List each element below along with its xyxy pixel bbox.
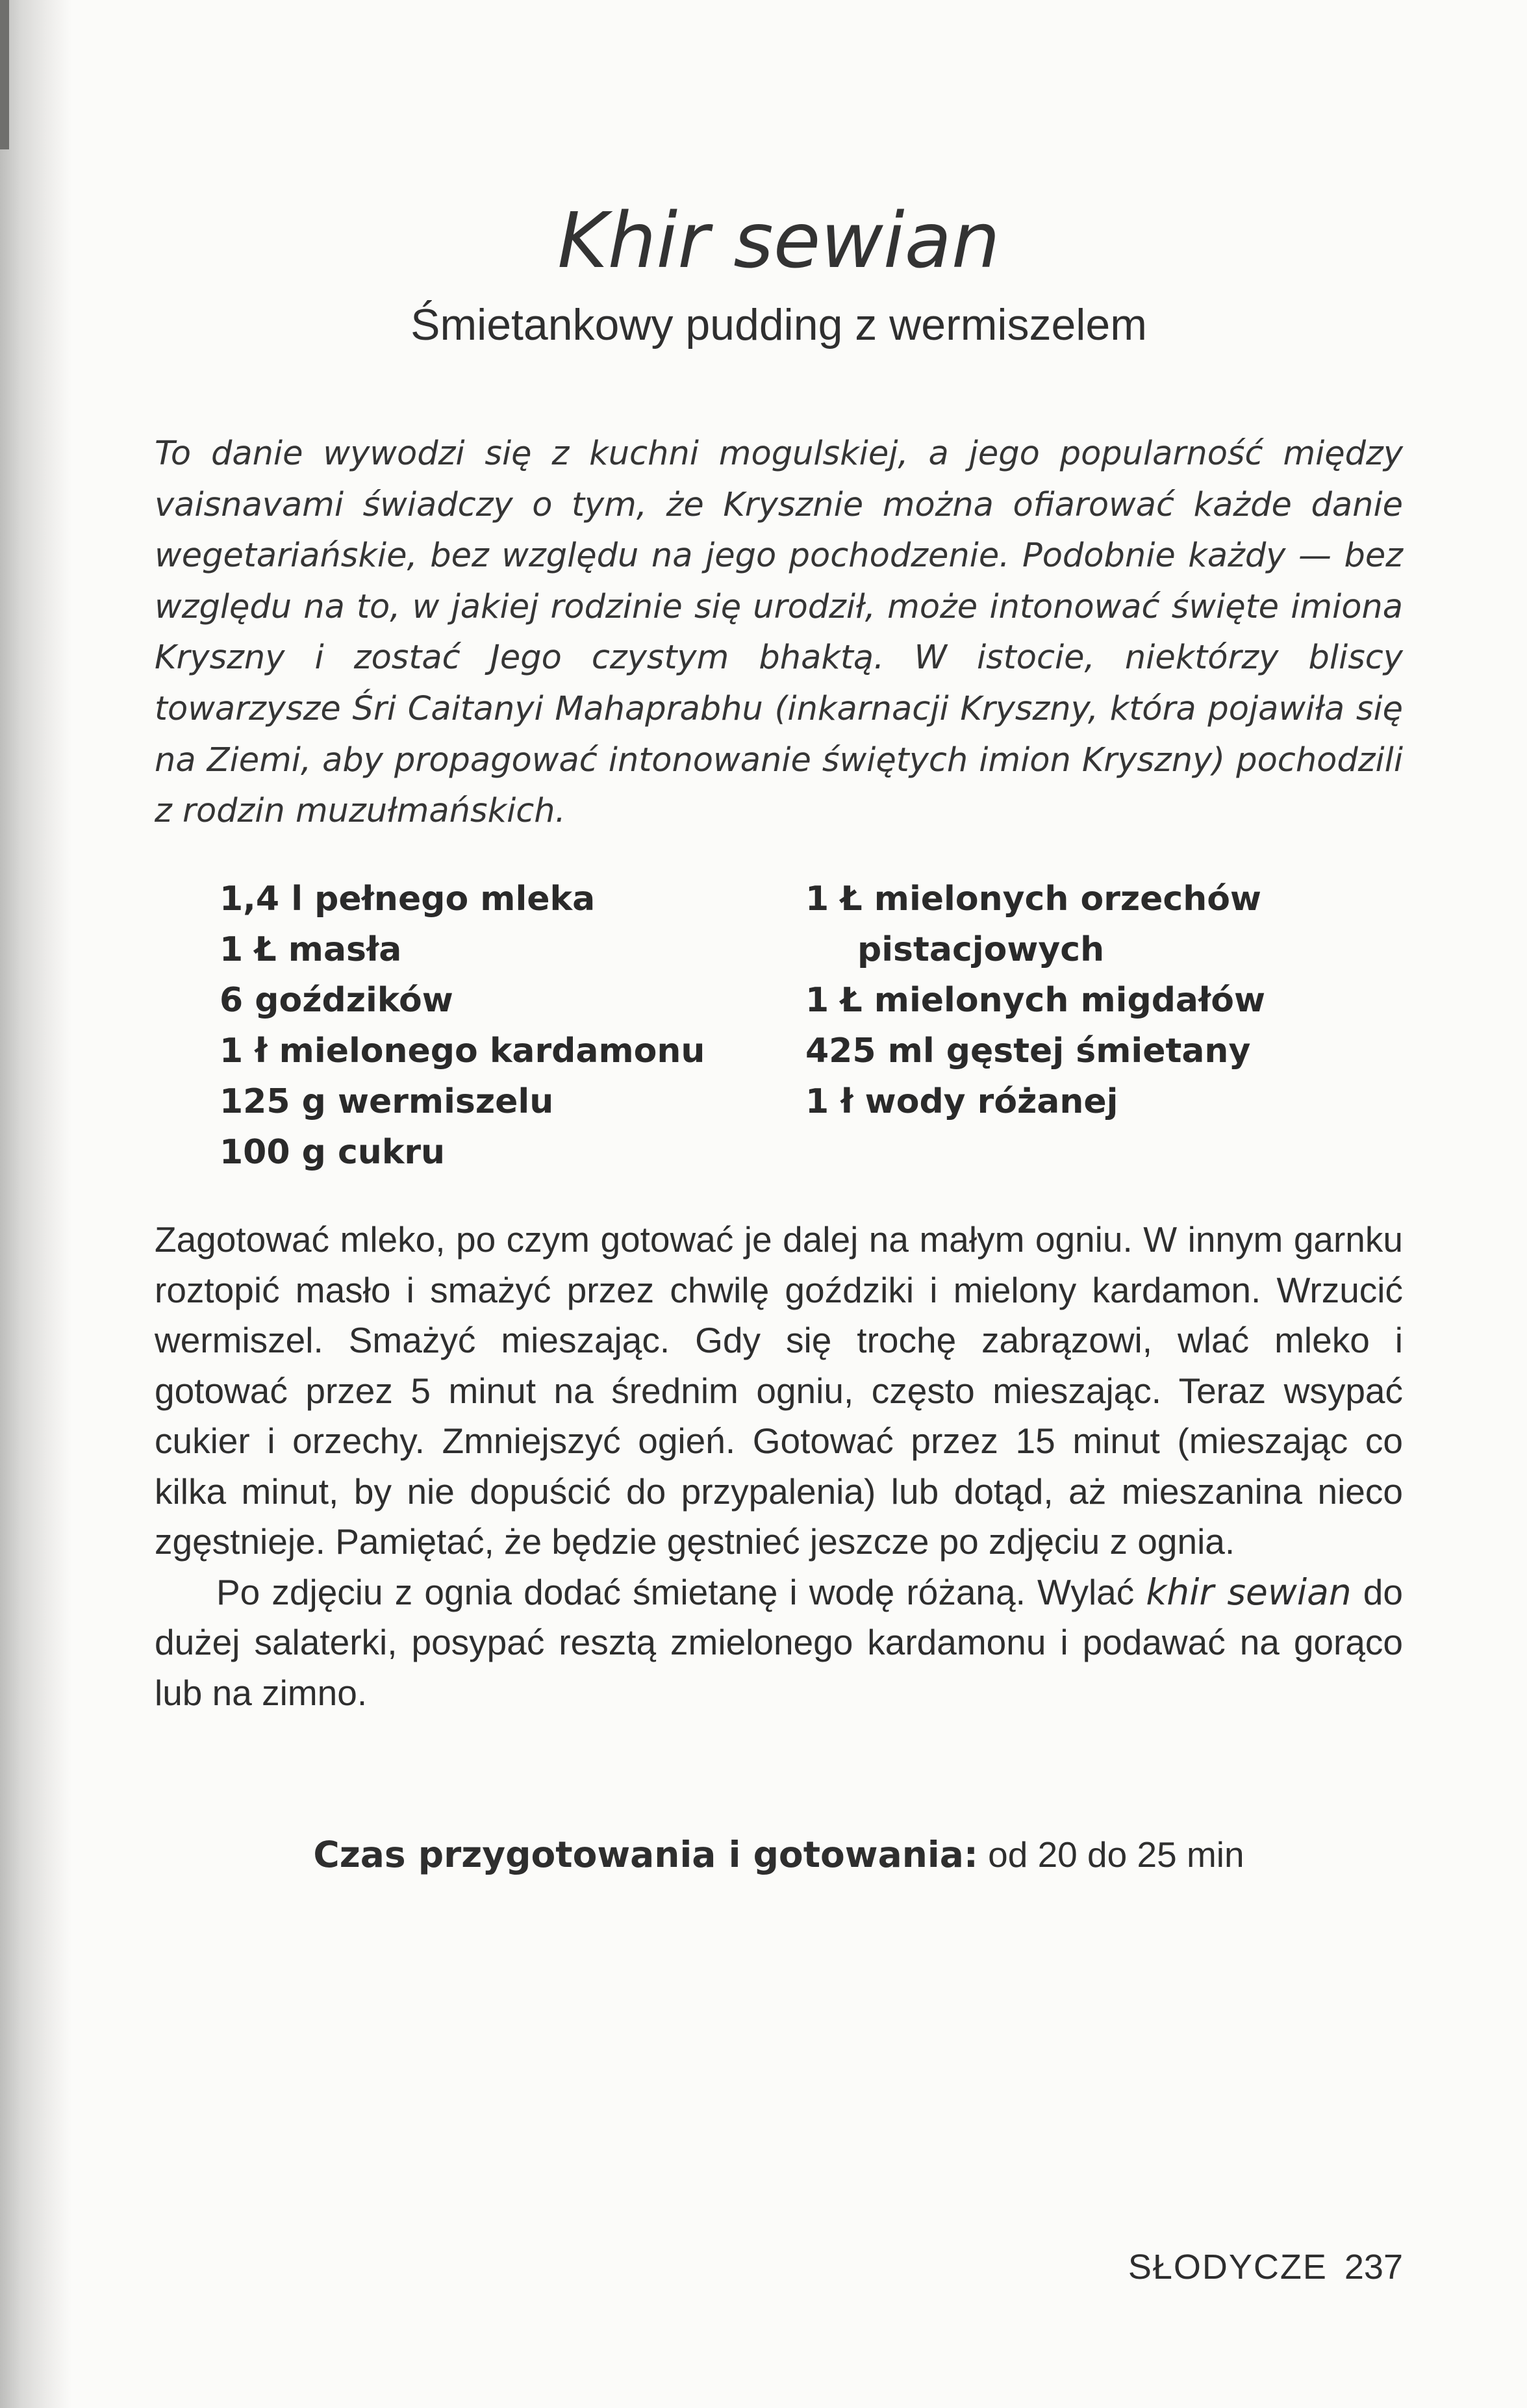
method-text: Po zdjęciu z ognia dodać śmietanę i wodę różaną. Wylać bbox=[216, 1571, 1146, 1612]
dish-name: khir sewian bbox=[1146, 1571, 1352, 1613]
ingredient-item-continuation: pistacjowych bbox=[857, 930, 1105, 969]
book-page bbox=[155, 0, 1403, 2408]
ingredient-item: 1 ł wody różanej bbox=[805, 1082, 1118, 1121]
method-text: do dużej salaterki, posypać resztą zmielonego kardamonu i podawać na gorąco lub na zimno. bbox=[155, 1571, 1403, 1713]
ingredients-right-column bbox=[805, 874, 1403, 1127]
page-footer bbox=[1128, 2241, 1403, 2293]
ingredient-item: 1 Ł mielonych migdałów bbox=[805, 981, 1266, 1020]
time-value: od 20 do 25 min bbox=[978, 1834, 1244, 1875]
method-paragraph bbox=[155, 1567, 1403, 1719]
ingredient-item: 1 ł mielonego kardamonu bbox=[220, 1032, 705, 1071]
method-paragraph: Zagotować mleko, po czym gotować je dalej na małym ogniu. W innym garnku roztopić masło i smażyć przez chwilę goździki i mielony kardamon. Wrzucić wermiszel. Smażyć mieszając. Gdy się trochę zabrązowi, wlać mleko i gotować przez 5 minut na średnim ogniu, często mieszając. Teraz wsypać cukier i orzechy. Zmniejszyć ogień. Gotować przez 15 minut (mieszając co kilka minut, by nie dopuścić do przypalenia) lub dotąd, aż mieszanina nieco zgęstnieje. Pamiętać, że będzie gęstnieć jeszcze po zdjęciu z ognia. bbox=[155, 1219, 1403, 1562]
section-name: SŁODYCZE bbox=[1128, 2248, 1328, 2287]
preparation-time bbox=[155, 1829, 1403, 1881]
intro-paragraph: To danie wywodzi się z kuchni mogulskiej, a jego popularność między vaisnavami świadczy o tym, że Krysznie można ofiarować każde danie wegetariańskie, bez względu na jego pochodzenie. Podobnie każdy — bez względu na to, w jakiej rodzinie się urodził, może intonować święte imiona Kryszny i zostać Jego czystym bhaktą. W istocie, niektórzy bliscy towarzysze Śri Caitanyi Mahaprabhu (inkarnacji Kryszny, która pojawiła się na Ziemi, aby propagować intonowanie świętych imion Kryszny) pochodzili z rodzin muzułmańskich. bbox=[155, 435, 1403, 831]
ingredients-left-column bbox=[220, 874, 778, 1178]
ingredient-item: 1 Ł masła bbox=[220, 930, 402, 969]
ingredient-item: 100 g cukru bbox=[220, 1133, 446, 1172]
ingredient-item: 6 goździków bbox=[220, 981, 453, 1020]
page-gutter-shadow bbox=[0, 0, 71, 2408]
ingredient-item: 1,4 l pełnego mleka bbox=[220, 880, 596, 919]
time-label: Czas przygotowania i gotowania: bbox=[313, 1834, 978, 1875]
ingredient-item: 125 g wermiszelu bbox=[220, 1082, 554, 1121]
recipe-method bbox=[155, 1215, 1403, 1718]
ingredient-item: 1 Ł mielonych orzechów bbox=[805, 880, 1261, 919]
recipe-subtitle: Śmietankowy pudding z wermiszelem bbox=[410, 300, 1147, 349]
recipe-title: Khir sewian bbox=[557, 196, 1000, 285]
page-number: 237 bbox=[1344, 2248, 1403, 2287]
ingredient-item: 425 ml gęstej śmietany bbox=[805, 1032, 1251, 1071]
recipe-intro bbox=[155, 429, 1403, 837]
binding-edge bbox=[0, 0, 9, 149]
